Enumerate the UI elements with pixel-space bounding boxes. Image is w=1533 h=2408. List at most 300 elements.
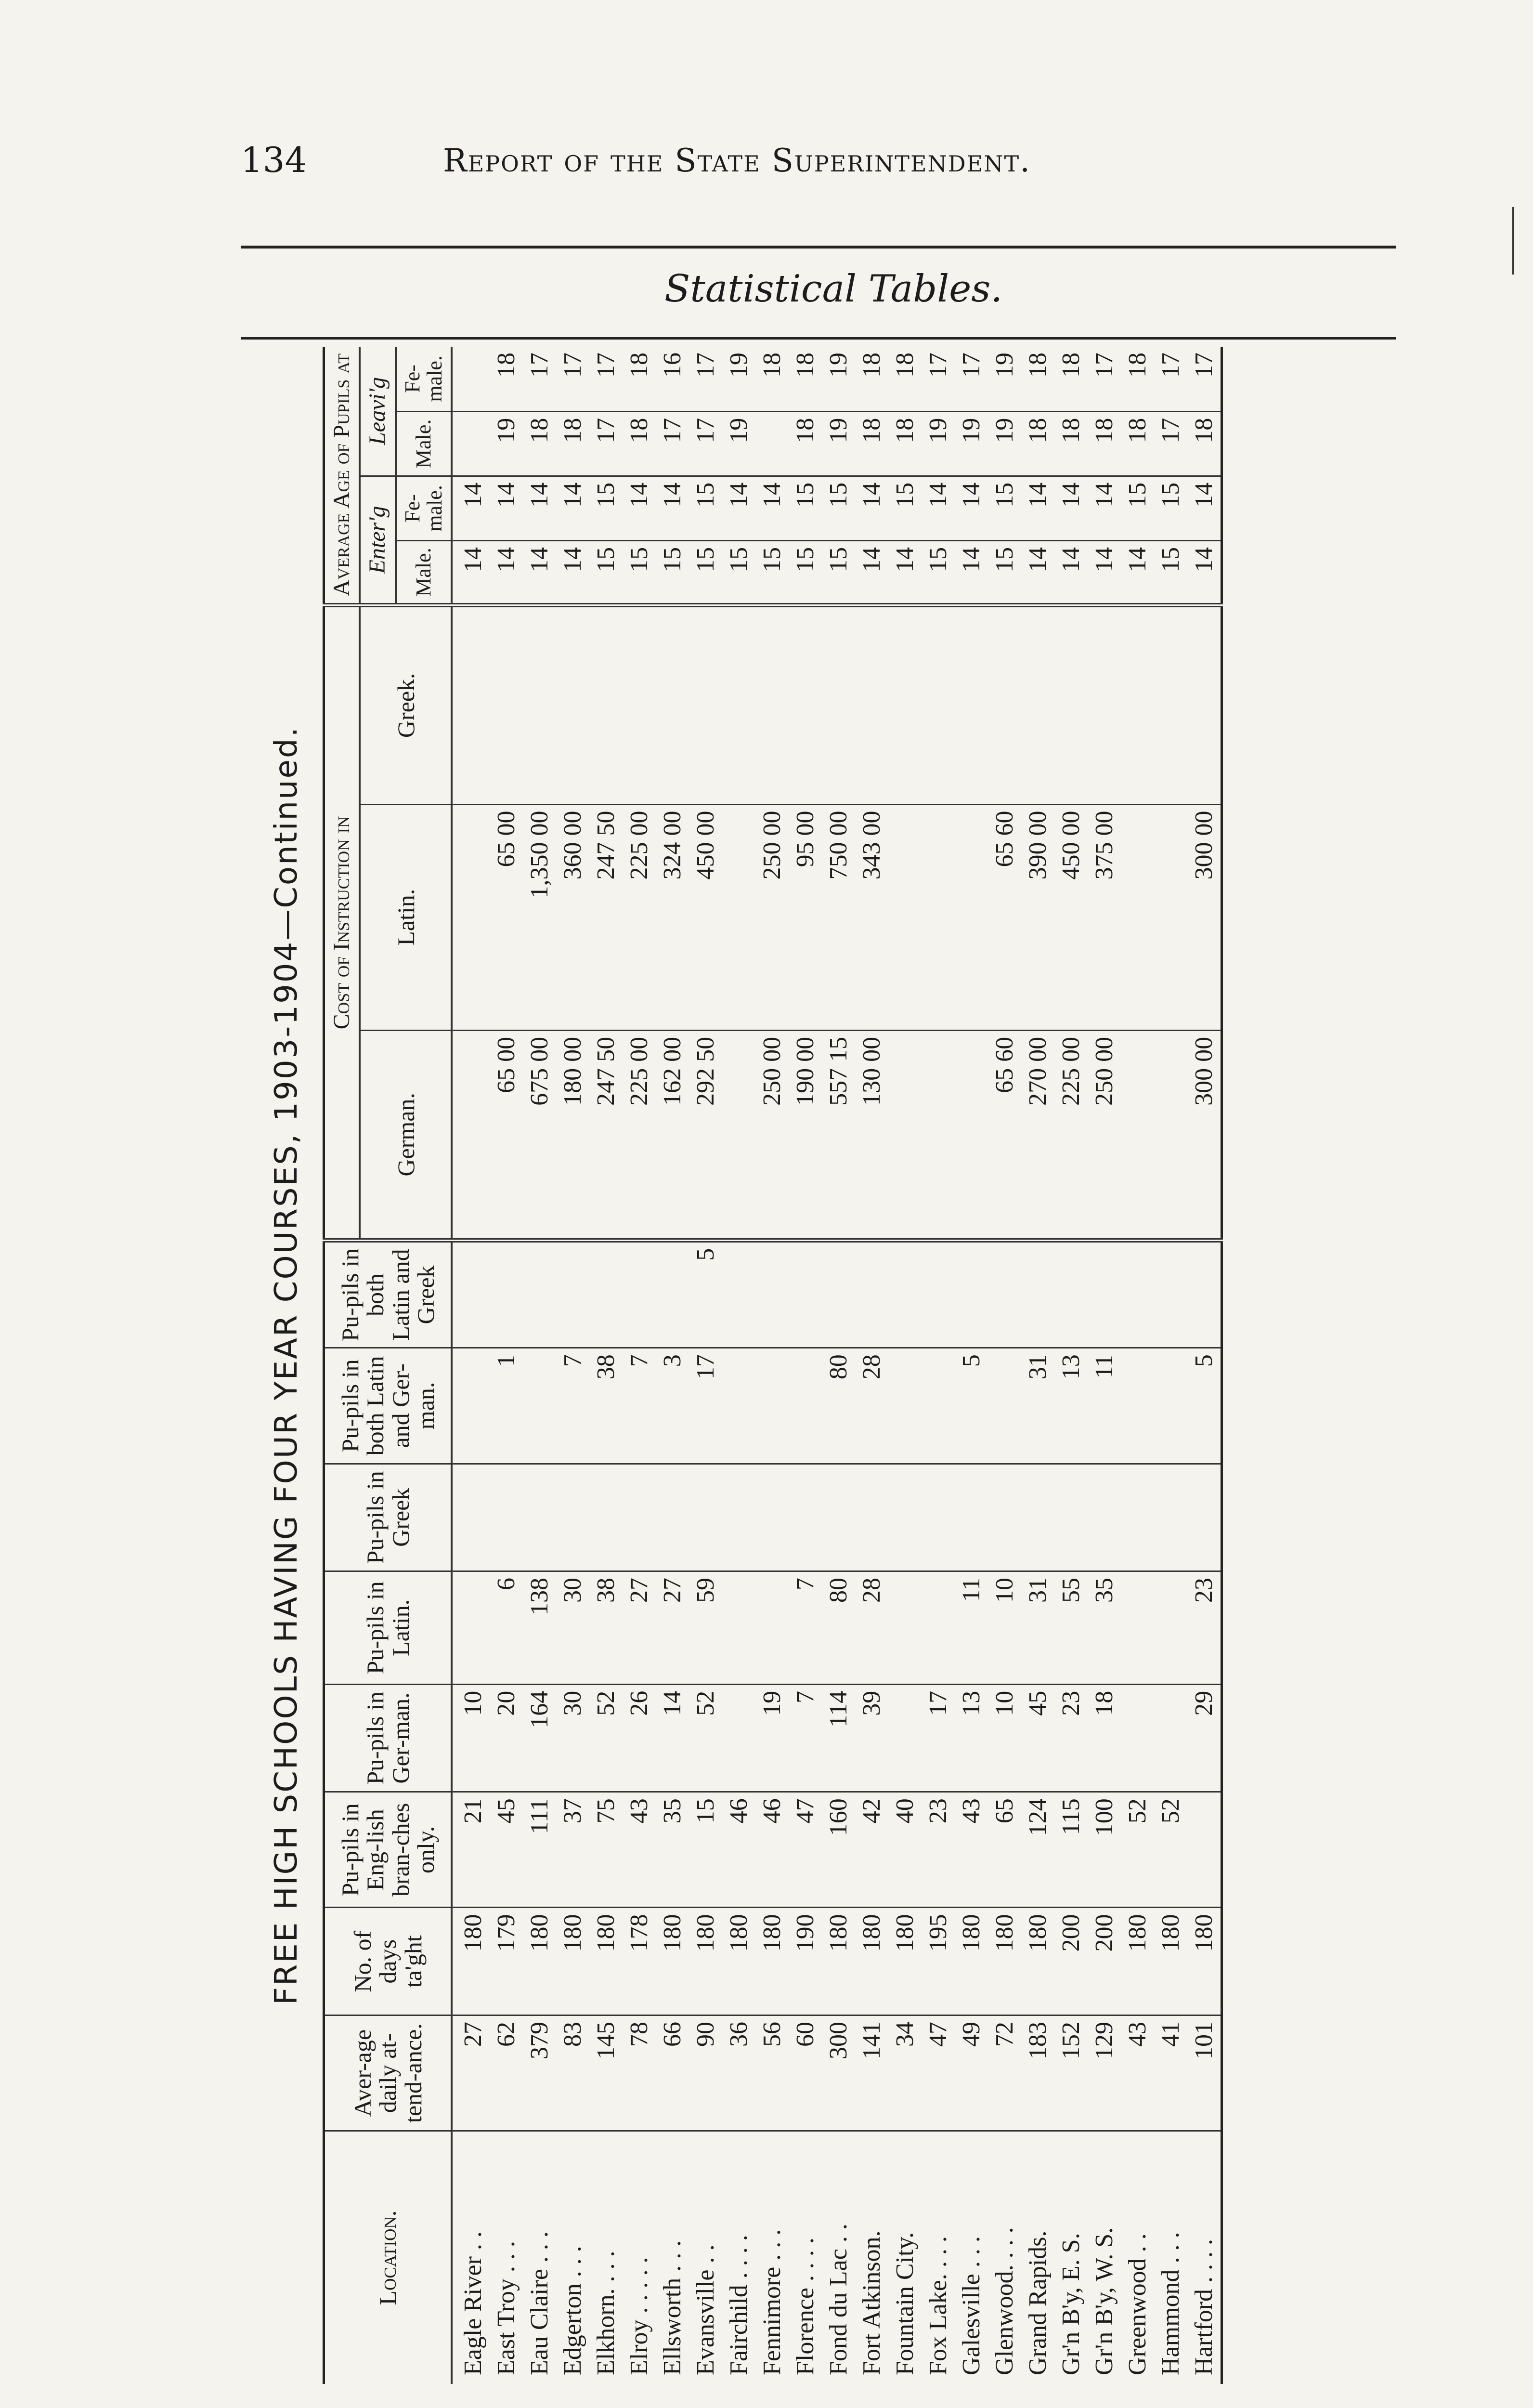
cell-leave-male: 19 — [955, 411, 988, 476]
cell-latin-german — [922, 1348, 955, 1464]
cell-german-pupils: 13 — [955, 1684, 988, 1792]
cell-leave-female: 19 — [822, 347, 855, 411]
cell-latin-german: 11 — [1088, 1348, 1121, 1464]
cell-german-pupils: 52 — [589, 1684, 623, 1792]
cell-latin-greek — [656, 1240, 689, 1348]
cell-latin-pupils: 138 — [523, 1571, 556, 1685]
cell-enter-female: 15 — [1121, 476, 1154, 540]
cell-enter-female: 14 — [623, 476, 656, 540]
cell-leave-female: 18 — [623, 347, 656, 411]
subheading-rule — [241, 337, 1396, 340]
cell-attendance: 379 — [523, 2015, 556, 2131]
cell-attendance: 36 — [722, 2015, 755, 2131]
cell-cost-latin: 450 00 — [1054, 804, 1088, 1030]
cell-leave-female: 18 — [855, 347, 888, 411]
page-number: 134 — [241, 140, 307, 180]
cell-german-pupils: 20 — [490, 1684, 523, 1792]
cell-latin-german — [722, 1348, 755, 1464]
header-days: No. of days ta'ght — [324, 1908, 452, 2015]
cell-location: Greenwood . . — [1124, 2233, 1152, 2375]
table-row — [1187, 347, 1222, 2384]
cell-latin-pupils: 10 — [988, 1571, 1021, 1685]
cell-days: 180 — [1154, 1908, 1187, 2015]
cell-leave-male — [755, 411, 789, 476]
cell-cost-greek — [1021, 605, 1054, 805]
table-row — [1054, 347, 1088, 2384]
table-title: FREE HIGH SCHOOLS HAVING FOUR YEAR COURSES, 1903-1904—Continued. — [269, 726, 304, 2005]
cell-cost-latin: 750 00 — [822, 804, 855, 1030]
cell-latin-german — [888, 1348, 922, 1464]
cell-cost-greek — [822, 605, 855, 805]
cell-enter-female: 14 — [1021, 476, 1054, 540]
cell-latin-german — [1121, 1348, 1154, 1464]
cell-latin-greek — [1121, 1240, 1154, 1348]
cell-enter-male: 14 — [490, 540, 523, 605]
cell-greek-pupils — [656, 1464, 689, 1571]
cell-latin-german: 7 — [556, 1348, 589, 1464]
cell-german-pupils — [722, 1684, 755, 1792]
cell-days: 200 — [1054, 1908, 1088, 2015]
cell-cost-german: 247 50 — [589, 1030, 623, 1240]
cell-cost-german: 130 00 — [855, 1030, 888, 1240]
cell-german-pupils — [888, 1684, 922, 1792]
cell-latin-pupils — [755, 1571, 789, 1685]
cell-leave-male: 18 — [1187, 411, 1222, 476]
cell-location: Fort Atkinson. — [858, 2230, 886, 2375]
cell-attendance: 90 — [689, 2015, 722, 2131]
cell-german-pupils: 17 — [922, 1684, 955, 1792]
header-cost-greek: Greek. — [360, 605, 452, 805]
cell-german-pupils: 19 — [755, 1684, 789, 1792]
header-age-group: Average Age of Pupils at — [324, 347, 360, 605]
cell-cost-latin: 360 00 — [556, 804, 589, 1030]
cell-cost-german — [1121, 1030, 1154, 1240]
cell-location: Ellsworth . . . — [659, 2240, 687, 2375]
table-row — [855, 347, 888, 2384]
table-row — [556, 347, 589, 2384]
table-body — [452, 347, 1222, 2384]
cell-enter-male: 15 — [656, 540, 689, 605]
cell-greek-pupils — [1021, 1464, 1054, 1571]
cell-enter-male: 14 — [1054, 540, 1088, 605]
table-row — [1154, 347, 1187, 2384]
cell-latin-pupils: 6 — [490, 1571, 523, 1685]
cell-leave-female: 18 — [1021, 347, 1054, 411]
cell-leave-male: 19 — [988, 411, 1021, 476]
cell-cost-german — [452, 1030, 490, 1240]
cell-cost-greek — [556, 605, 589, 805]
cell-latin-greek — [955, 1240, 988, 1348]
cell-leave-female: 17 — [523, 347, 556, 411]
table-row — [623, 347, 656, 2384]
cell-leave-female: 18 — [789, 347, 822, 411]
cell-cost-greek — [1054, 605, 1088, 805]
cell-greek-pupils — [888, 1464, 922, 1571]
header-latin-german: Pu-pils in both Latin and Ger-man. — [324, 1348, 452, 1464]
cell-english: 43 — [623, 1792, 656, 1908]
cell-attendance: 62 — [490, 2015, 523, 2131]
cell-greek-pupils — [1121, 1464, 1154, 1571]
table-row — [523, 347, 556, 2384]
cell-english: 46 — [722, 1792, 755, 1908]
cell-latin-german: 5 — [955, 1348, 988, 1464]
cell-cost-greek — [855, 605, 888, 805]
cell-attendance: 34 — [888, 2015, 922, 2131]
cell-cost-german — [722, 1030, 755, 1240]
cell-enter-male: 15 — [1154, 540, 1187, 605]
table-row — [755, 347, 789, 2384]
cell-latin-pupils: 55 — [1054, 1571, 1088, 1685]
cell-leave-male: 18 — [855, 411, 888, 476]
cell-english: 40 — [888, 1792, 922, 1908]
cell-days: 195 — [922, 1908, 955, 2015]
header-cost-latin: Latin. — [360, 804, 452, 1030]
cell-cost-greek — [789, 605, 822, 805]
cell-location: Evansville . . — [692, 2244, 720, 2375]
cell-cost-latin: 375 00 — [1088, 804, 1121, 1030]
cell-days: 180 — [755, 1908, 789, 2015]
cell-location: Elkhorn. . . . — [592, 2251, 620, 2375]
table-row — [689, 347, 722, 2384]
cell-enter-female: 14 — [556, 476, 589, 540]
section-subheading: Statistical Tables. — [664, 267, 1003, 311]
cell-leave-female: 16 — [656, 347, 689, 411]
cell-days: 180 — [855, 1908, 888, 2015]
cell-cost-german: 162 00 — [656, 1030, 689, 1240]
cell-german-pupils: 14 — [656, 1684, 689, 1792]
cell-english: 75 — [589, 1792, 623, 1908]
header-greek-pupils: Pu-pils in Greek — [324, 1464, 452, 1571]
cell-cost-latin — [888, 804, 922, 1030]
header-english: Pu-pils in Eng-lish bran-ches only. — [324, 1792, 452, 1908]
cell-cost-german: 65 00 — [490, 1030, 523, 1240]
cell-latin-german: 31 — [1021, 1348, 1054, 1464]
cell-german-pupils: 52 — [689, 1684, 722, 1792]
cell-attendance: 152 — [1054, 2015, 1088, 2131]
header-cost-german: German. — [360, 1030, 452, 1240]
cell-attendance: 300 — [822, 2015, 855, 2131]
cell-latin-pupils: 30 — [556, 1571, 589, 1685]
cell-days: 179 — [490, 1908, 523, 2015]
cell-location: Fox Lake. . . . — [924, 2236, 952, 2375]
cell-cost-greek — [1154, 605, 1187, 805]
cell-cost-german — [955, 1030, 988, 1240]
cell-cost-latin: 300 00 — [1187, 804, 1222, 1030]
cell-cost-german — [1154, 1030, 1187, 1240]
cell-leave-male: 18 — [556, 411, 589, 476]
cell-leave-male: 17 — [689, 411, 722, 476]
cell-enter-male: 14 — [955, 540, 988, 605]
cell-days: 180 — [988, 1908, 1021, 2015]
cell-days: 180 — [1021, 1908, 1054, 2015]
cell-latin-greek — [1054, 1240, 1088, 1348]
cell-cost-greek — [1187, 605, 1222, 805]
cell-leave-female: 17 — [689, 347, 722, 411]
header-leave-female: Fe-male. — [396, 347, 452, 411]
cell-latin-pupils: 28 — [855, 1571, 888, 1685]
cell-attendance: 101 — [1187, 2015, 1222, 2131]
cell-leave-male: 18 — [1054, 411, 1088, 476]
cell-german-pupils: 10 — [452, 1684, 490, 1792]
header-location: Location. — [324, 2131, 452, 2384]
cell-leave-male: 18 — [1088, 411, 1121, 476]
cell-german-pupils: 114 — [822, 1684, 855, 1792]
table-row — [452, 347, 490, 2384]
cell-english: 15 — [689, 1792, 722, 1908]
header-latin-greek: Pu-pils in both Latin and Greek — [324, 1240, 452, 1348]
cell-latin-pupils — [1154, 1571, 1187, 1685]
cell-latin-greek — [888, 1240, 922, 1348]
cell-greek-pupils — [1154, 1464, 1187, 1571]
cell-enter-male: 14 — [1121, 540, 1154, 605]
cell-latin-pupils: 59 — [689, 1571, 722, 1685]
cell-attendance: 56 — [755, 2015, 789, 2131]
cell-german-pupils: 7 — [789, 1684, 822, 1792]
cell-latin-german: 38 — [589, 1348, 623, 1464]
cell-latin-pupils: 31 — [1021, 1571, 1054, 1685]
cell-enter-female: 14 — [922, 476, 955, 540]
cell-attendance: 66 — [656, 2015, 689, 2131]
cell-cost-german: 65 60 — [988, 1030, 1021, 1240]
cell-english: 115 — [1054, 1792, 1088, 1908]
cell-english: 43 — [955, 1792, 988, 1908]
cell-location: Gr'n B'y, W. S. — [1091, 2227, 1118, 2375]
header-attendance: Aver-age daily at-tend-ance. — [324, 2015, 452, 2131]
statistics-table — [323, 347, 1223, 2384]
cell-latin-pupils — [888, 1571, 922, 1685]
cell-english: 47 — [789, 1792, 822, 1908]
cell-latin-pupils: 27 — [623, 1571, 656, 1685]
cell-cost-german: 250 00 — [1088, 1030, 1121, 1240]
header-row-1 — [324, 347, 360, 2384]
cell-cost-latin — [452, 804, 490, 1030]
cell-enter-female: 15 — [1154, 476, 1187, 540]
table-row — [589, 347, 623, 2384]
cell-enter-female: 14 — [490, 476, 523, 540]
cell-enter-male: 15 — [689, 540, 722, 605]
cell-cost-latin — [1121, 804, 1154, 1030]
cell-cost-german: 270 00 — [1021, 1030, 1054, 1240]
cell-days: 180 — [722, 1908, 755, 2015]
cell-leave-male: 18 — [623, 411, 656, 476]
cell-english: 46 — [755, 1792, 789, 1908]
cell-german-pupils: 45 — [1021, 1684, 1054, 1792]
table-row — [1088, 347, 1121, 2384]
cell-greek-pupils — [988, 1464, 1021, 1571]
cell-german-pupils — [1121, 1684, 1154, 1792]
cell-days: 180 — [955, 1908, 988, 2015]
cell-cost-german: 225 00 — [623, 1030, 656, 1240]
cell-attendance: 43 — [1121, 2015, 1154, 2131]
cell-days: 180 — [1121, 1908, 1154, 2015]
cell-latin-pupils: 11 — [955, 1571, 988, 1685]
table-row — [1021, 347, 1054, 2384]
cell-latin-pupils: 27 — [656, 1571, 689, 1685]
cell-cost-greek — [623, 605, 656, 805]
cell-latin-greek — [556, 1240, 589, 1348]
cell-cost-german: 675 00 — [523, 1030, 556, 1240]
cell-location: Fennimore . . . — [758, 2229, 786, 2375]
cell-location: Gr'n B'y, E. S. — [1057, 2233, 1085, 2375]
cell-latin-pupils: 80 — [822, 1571, 855, 1685]
cell-attendance: 145 — [589, 2015, 623, 2131]
cell-greek-pupils — [755, 1464, 789, 1571]
cell-enter-female: 15 — [888, 476, 922, 540]
cell-attendance: 83 — [556, 2015, 589, 2131]
cell-greek-pupils — [556, 1464, 589, 1571]
cell-latin-german: 7 — [623, 1348, 656, 1464]
cell-latin-greek — [855, 1240, 888, 1348]
cell-latin-german — [755, 1348, 789, 1464]
cell-english: 111 — [523, 1792, 556, 1908]
cell-days: 190 — [789, 1908, 822, 2015]
cell-english: 23 — [922, 1792, 955, 1908]
cell-latin-greek — [1187, 1240, 1222, 1348]
cell-attendance: 72 — [988, 2015, 1021, 2131]
table-row — [888, 347, 922, 2384]
cell-latin-german — [452, 1348, 490, 1464]
cell-greek-pupils — [623, 1464, 656, 1571]
table-row — [922, 347, 955, 2384]
cell-greek-pupils — [523, 1464, 556, 1571]
cell-english: 21 — [452, 1792, 490, 1908]
cell-cost-greek — [589, 605, 623, 805]
cell-latin-german — [789, 1348, 822, 1464]
cell-greek-pupils — [589, 1464, 623, 1571]
cell-latin-greek — [523, 1240, 556, 1348]
cell-enter-male: 14 — [523, 540, 556, 605]
cell-leave-male: 19 — [490, 411, 523, 476]
cell-leave-male: 17 — [656, 411, 689, 476]
cell-latin-german — [988, 1348, 1021, 1464]
table-row — [789, 347, 822, 2384]
cell-cost-latin — [922, 804, 955, 1030]
cell-leave-male: 19 — [922, 411, 955, 476]
cell-cost-latin: 247 50 — [589, 804, 623, 1030]
cell-greek-pupils — [452, 1464, 490, 1571]
cell-cost-greek — [1121, 605, 1154, 805]
cell-leave-female: 17 — [556, 347, 589, 411]
cell-english: 35 — [656, 1792, 689, 1908]
header-enter-male: Male. — [396, 540, 452, 605]
cell-cost-latin — [955, 804, 988, 1030]
cell-latin-pupils — [1121, 1571, 1154, 1685]
cell-enter-female: 14 — [523, 476, 556, 540]
cell-cost-latin — [722, 804, 755, 1030]
cell-enter-female: 14 — [1088, 476, 1121, 540]
cell-latin-pupils: 7 — [789, 1571, 822, 1685]
cell-location: Fairchild . . . . — [725, 2235, 753, 2375]
cell-latin-german: 3 — [656, 1348, 689, 1464]
cell-german-pupils: 10 — [988, 1684, 1021, 1792]
cell-cost-latin: 390 00 — [1021, 804, 1054, 1030]
cell-location: Grand Rapids. — [1024, 2230, 1052, 2375]
cell-location: East Troy . . . — [493, 2241, 520, 2375]
cell-enter-female: 14 — [955, 476, 988, 540]
cell-german-pupils: 23 — [1054, 1684, 1088, 1792]
cell-leave-male: 19 — [822, 411, 855, 476]
cell-enter-female: 14 — [855, 476, 888, 540]
cell-attendance: 41 — [1154, 2015, 1187, 2131]
cell-attendance: 129 — [1088, 2015, 1121, 2131]
cell-enter-female: 15 — [689, 476, 722, 540]
cell-enter-female: 15 — [789, 476, 822, 540]
cell-latin-greek — [1021, 1240, 1054, 1348]
cell-english: 65 — [988, 1792, 1021, 1908]
table-row — [955, 347, 988, 2384]
cell-days: 180 — [656, 1908, 689, 2015]
cell-greek-pupils — [490, 1464, 523, 1571]
cell-latin-greek — [452, 1240, 490, 1348]
cell-days: 200 — [1088, 1908, 1121, 2015]
cell-enter-female: 15 — [988, 476, 1021, 540]
cell-attendance: 183 — [1021, 2015, 1054, 2131]
cell-attendance: 47 — [922, 2015, 955, 2131]
cell-cost-greek — [656, 605, 689, 805]
cell-greek-pupils — [789, 1464, 822, 1571]
cell-enter-female: 14 — [656, 476, 689, 540]
cell-attendance: 27 — [452, 2015, 490, 2131]
cell-greek-pupils — [1187, 1464, 1222, 1571]
cell-cost-german: 225 00 — [1054, 1030, 1088, 1240]
cell-cost-greek — [922, 605, 955, 805]
cell-cost-latin: 450 00 — [689, 804, 722, 1030]
cell-cost-latin — [1154, 804, 1187, 1030]
cell-cost-german: 190 00 — [789, 1030, 822, 1240]
cell-leave-female: 18 — [490, 347, 523, 411]
cell-latin-greek — [789, 1240, 822, 1348]
cell-cost-latin: 343 00 — [855, 804, 888, 1030]
cell-days: 180 — [523, 1908, 556, 2015]
cell-latin-greek — [623, 1240, 656, 1348]
cell-latin-pupils — [922, 1571, 955, 1685]
cell-latin-greek — [1088, 1240, 1121, 1348]
cell-days: 180 — [689, 1908, 722, 2015]
cell-enter-male: 14 — [1187, 540, 1222, 605]
cell-cost-greek — [888, 605, 922, 805]
cell-leave-male: 17 — [1154, 411, 1187, 476]
cell-latin-german: 13 — [1054, 1348, 1088, 1464]
cell-german-pupils: 18 — [1088, 1684, 1121, 1792]
cell-latin-greek — [922, 1240, 955, 1348]
cell-location: Hammond . . . — [1157, 2232, 1185, 2375]
cell-latin-german: 80 — [822, 1348, 855, 1464]
cell-leave-male: 18 — [1121, 411, 1154, 476]
rotated-table-block — [250, 347, 1391, 2384]
cell-english: 124 — [1021, 1792, 1054, 1908]
cell-leave-male — [452, 411, 490, 476]
cell-latin-pupils — [452, 1571, 490, 1685]
cell-cost-latin: 65 60 — [988, 804, 1021, 1030]
cell-days: 180 — [1187, 1908, 1222, 2015]
cell-enter-male: 14 — [855, 540, 888, 605]
cell-english: 45 — [490, 1792, 523, 1908]
cell-latin-pupils: 23 — [1187, 1571, 1222, 1685]
cell-cost-greek — [490, 605, 523, 805]
cell-english: 42 — [855, 1792, 888, 1908]
cell-location: Glenwood. . . . — [991, 2227, 1019, 2375]
cell-greek-pupils — [689, 1464, 722, 1571]
cell-latin-german — [1154, 1348, 1187, 1464]
cell-english: 52 — [1121, 1792, 1154, 1908]
cell-leave-female: 19 — [722, 347, 755, 411]
cell-location: Fountain City. — [891, 2232, 919, 2375]
cell-cost-greek — [955, 605, 988, 805]
cell-latin-greek — [722, 1240, 755, 1348]
cell-attendance: 60 — [789, 2015, 822, 2131]
cell-cost-greek — [1088, 605, 1121, 805]
cell-location: Eau Claire . . . — [526, 2231, 554, 2375]
